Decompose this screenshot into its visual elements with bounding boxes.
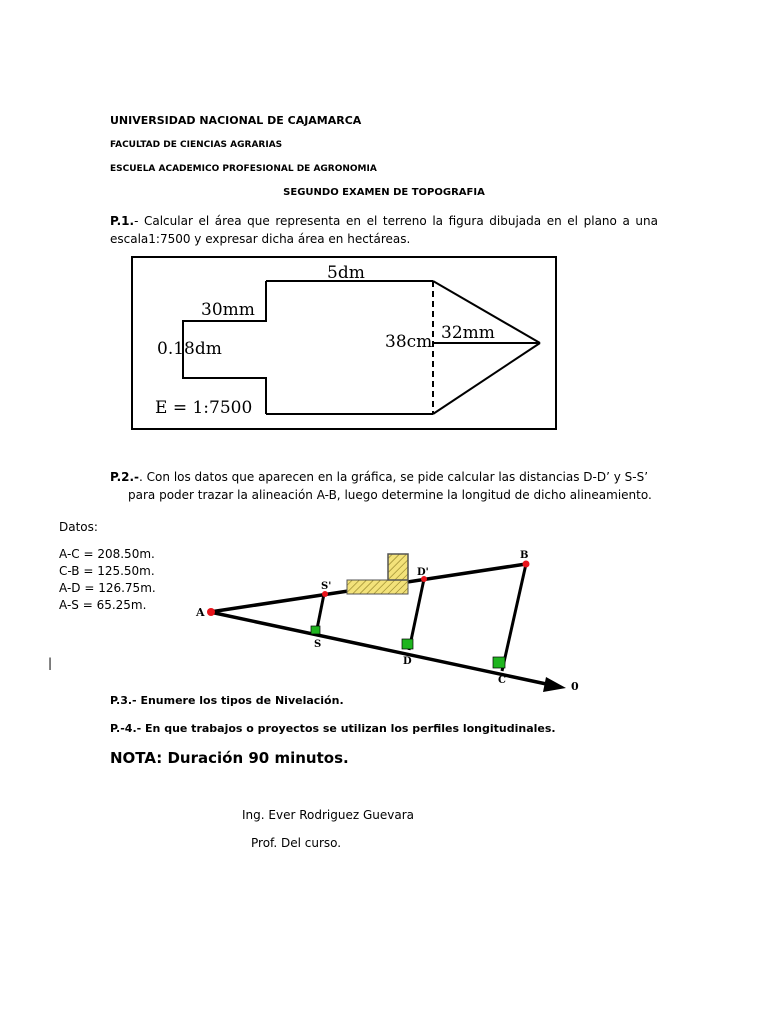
question-2-text-2: para poder trazar la alineación A-B, luego determine la longitud de dicho alineamiento.: [128, 488, 652, 502]
data-item: A-D = 126.75m.: [59, 581, 156, 595]
duration-note: NOTA: Duración 90 minutos.: [110, 749, 349, 767]
text-cursor-mark: |: [48, 656, 53, 670]
label-32mm: 32mm: [441, 323, 495, 343]
question-1: [110, 212, 658, 248]
point-s-prime-label: S': [321, 581, 332, 592]
question-2-text-1: . Con los datos que aparecen en la gráfica, se pide calcular las distancias D-D’ y S-S’: [139, 470, 649, 484]
alignment-figure: [195, 546, 590, 696]
question-2-label: P.2.-: [110, 470, 140, 484]
point-a-label: A: [196, 606, 205, 619]
question-1-label: P.1.: [110, 214, 135, 228]
label-30mm: 30mm: [201, 300, 255, 320]
data-title: Datos:: [59, 520, 98, 534]
area-figure: [131, 256, 558, 431]
label-5dm: 5dm: [327, 263, 365, 283]
question-3: P.3.- Enumere los tipos de Nivelación.: [110, 694, 344, 707]
university-name: UNIVERSIDAD NACIONAL DE CAJAMARCA: [110, 114, 362, 127]
exam-title: SEGUNDO EXAMEN DE TOPOGRAFIA: [283, 187, 485, 198]
school-name: ESCUELA ACADEMICO PROFESIONAL DE AGRONOMIA: [110, 164, 377, 174]
point-d-label: D: [403, 656, 412, 667]
point-o-label: 0: [571, 680, 579, 693]
question-1-text: - Calcular el área que representa en el terreno la figura dibujada en el plano a una escala1:7500 y expresar dicha área en hectáreas.: [110, 214, 658, 246]
label-018dm: 0.18dm: [157, 339, 222, 359]
point-b-label: B: [520, 550, 529, 561]
faculty-name: FACULTAD DE CIENCIAS AGRARIAS: [110, 140, 283, 150]
label-38cm: 38cm: [385, 332, 433, 352]
professor-name: Ing. Ever Rodriguez Guevara: [242, 808, 414, 822]
data-item: A-S = 65.25m.: [59, 598, 147, 612]
data-item: C-B = 125.50m.: [59, 564, 155, 578]
label-scale: E = 1:7500: [155, 398, 253, 418]
professor-role: Prof. Del curso.: [251, 836, 342, 850]
point-s-label: S: [314, 639, 322, 650]
question-2: [110, 468, 658, 504]
point-c-label: C: [498, 675, 506, 686]
data-item: A-C = 208.50m.: [59, 547, 155, 561]
question-4: P.-4.- En que trabajos o proyectos se utilizan los perfiles longitudinales.: [110, 722, 556, 735]
data-list: [59, 546, 156, 614]
point-d-prime-label: D': [417, 567, 429, 578]
